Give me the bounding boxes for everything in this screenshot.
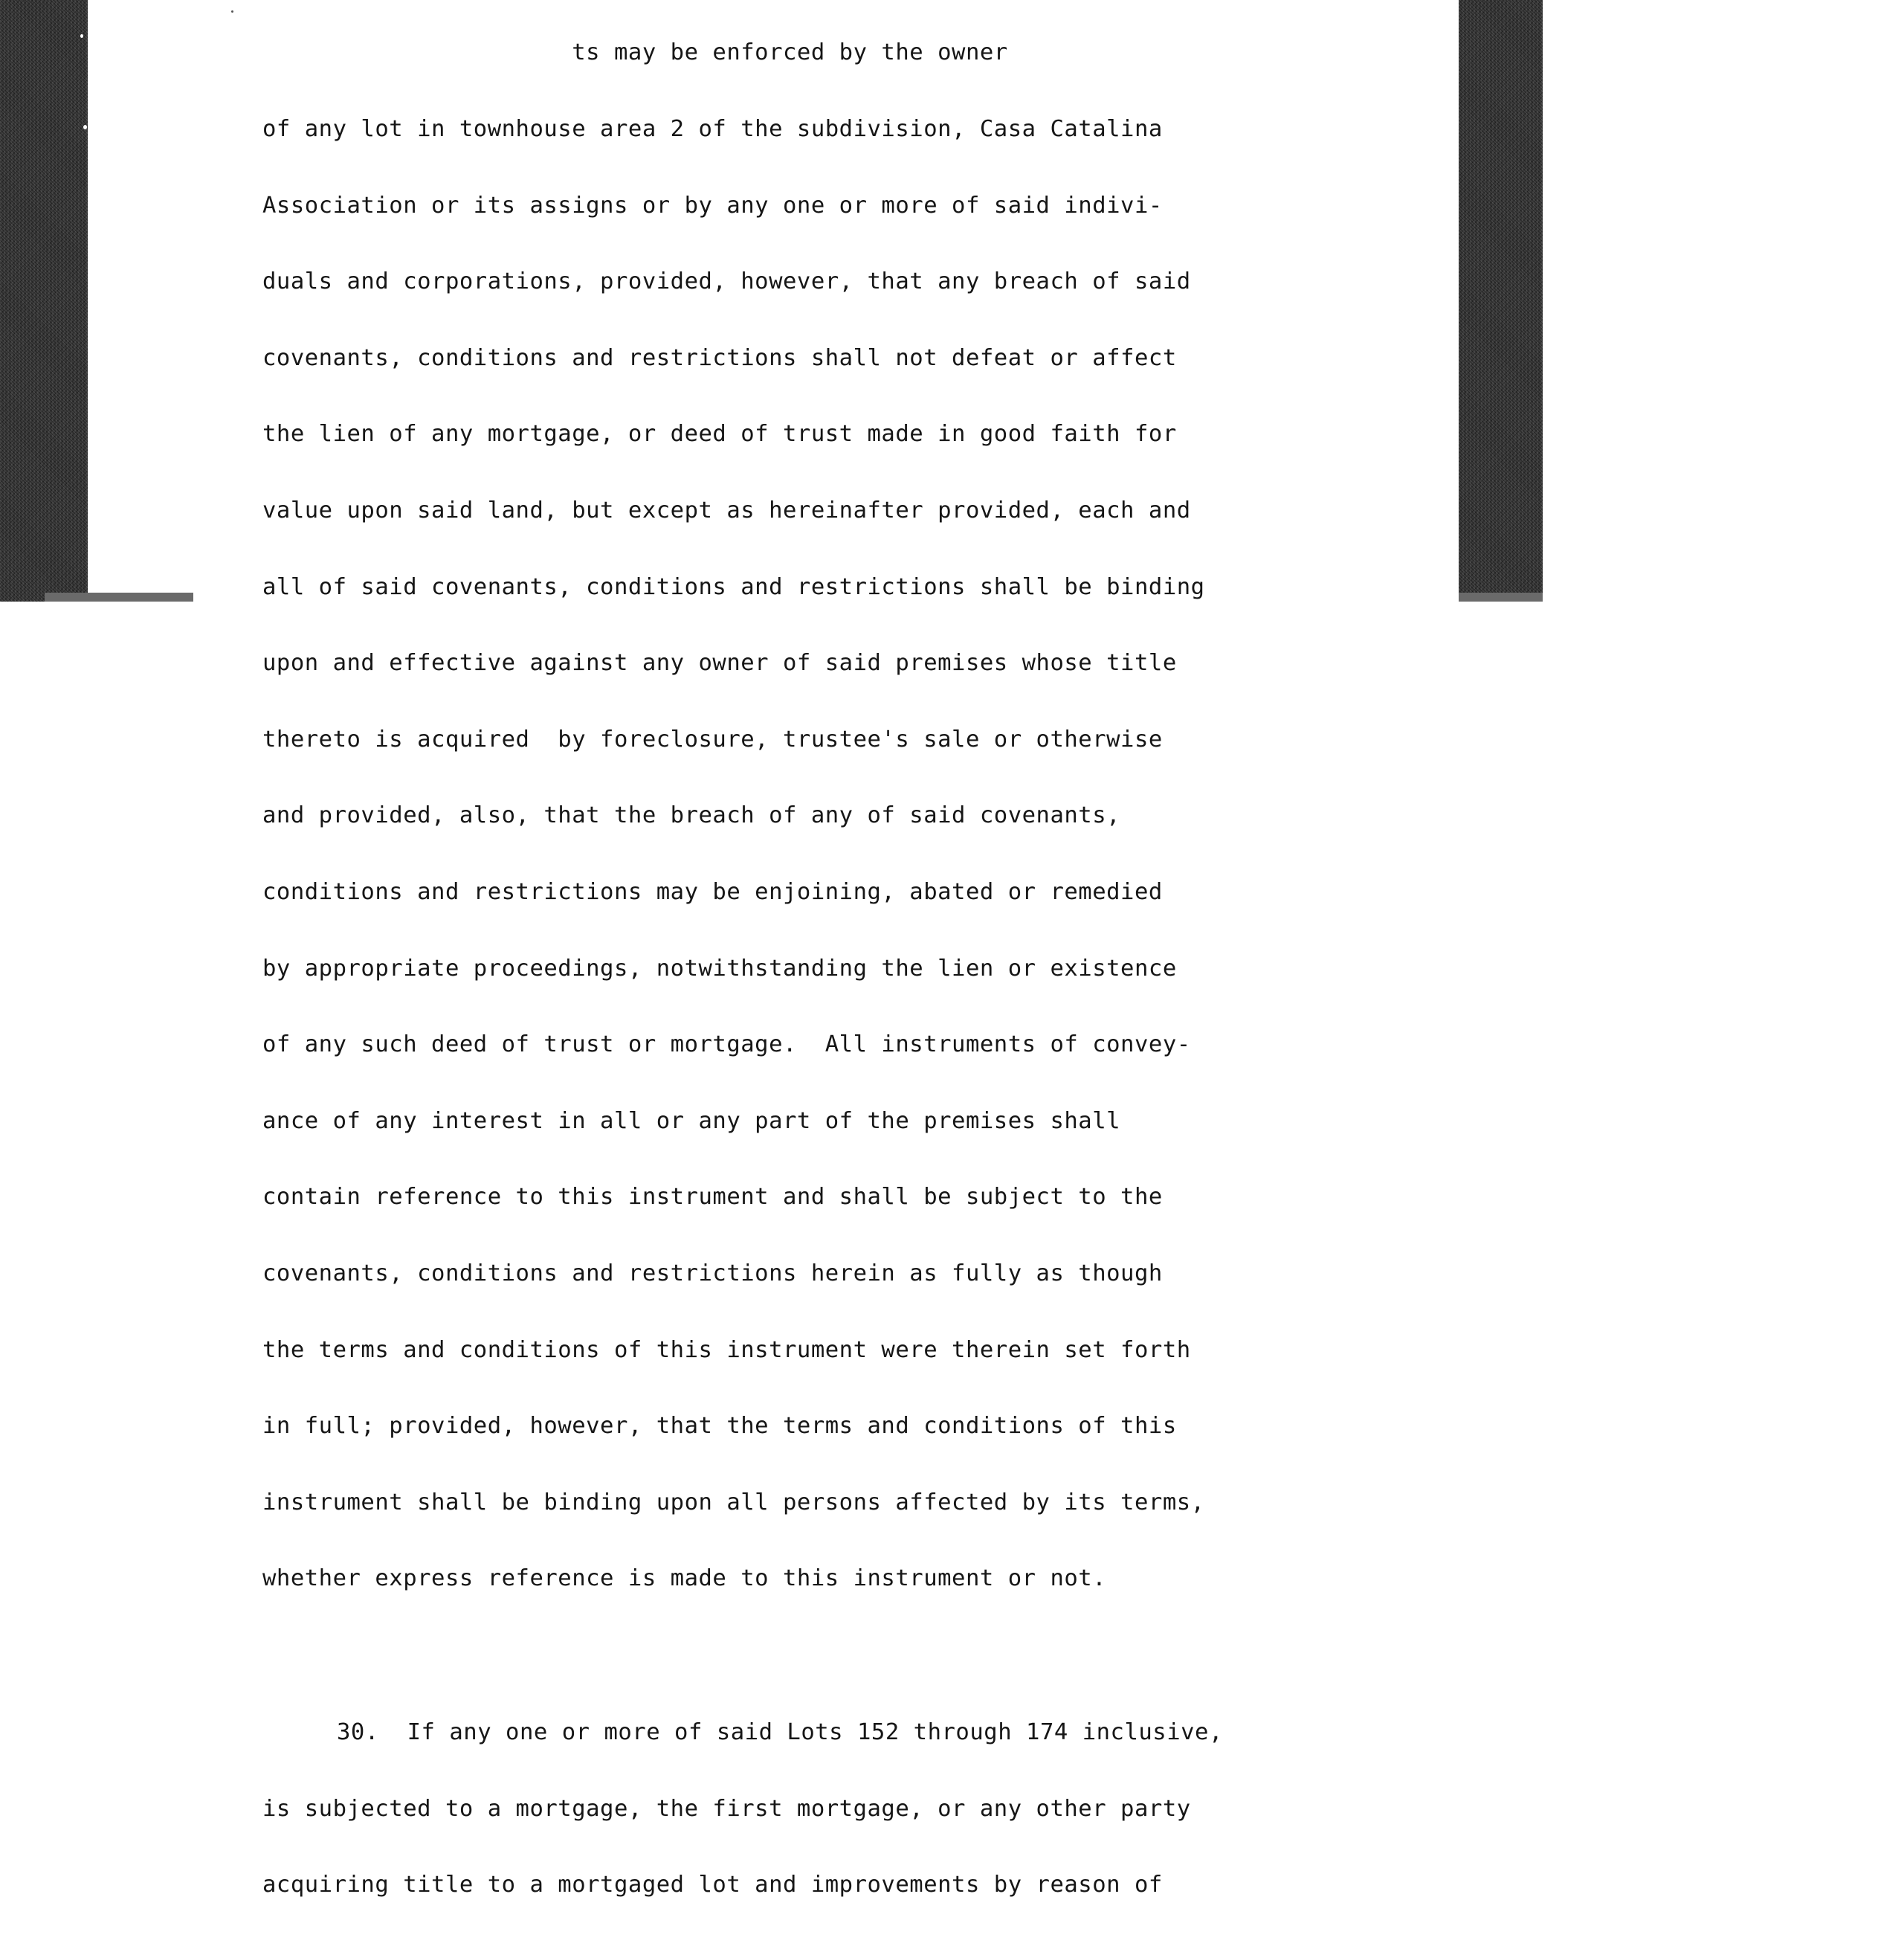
right-scan-border bbox=[1459, 0, 1543, 602]
text-line: acquiring title to a mortgaged lot and improvements by reason of bbox=[262, 1872, 1163, 1898]
text-line: Association or its assigns or by any one or more of said indivi- bbox=[262, 192, 1163, 219]
text-line: ts may be enforced by the owner bbox=[262, 39, 1008, 66]
scan-speck bbox=[83, 125, 87, 129]
bottom-scan-strip-right bbox=[1459, 593, 1543, 602]
text-line: value upon said land, but except as hereinafter provided, each and bbox=[262, 497, 1191, 524]
text-line: the terms and conditions of this instrument were therein set forth bbox=[262, 1336, 1191, 1363]
text-line: duals and corporations, provided, however, that any breach of said bbox=[262, 268, 1191, 295]
document-body bbox=[262, 0, 1452, 1949]
text-line: and provided, also, that the breach of any of said covenants, bbox=[262, 802, 1121, 829]
bottom-scan-strip-left bbox=[45, 593, 193, 602]
paragraph-30-first-line: 30. If any one or more of said Lots 152 through 174 inclusive, bbox=[337, 1719, 1223, 1746]
text-line: of any such deed of trust or mortgage. All instruments of convey- bbox=[262, 1031, 1191, 1058]
text-line: instrument shall be binding upon all persons affected by its terms, bbox=[262, 1489, 1205, 1515]
text-line: covenants, conditions and restrictions herein as fully as though bbox=[262, 1260, 1163, 1286]
scan-speck bbox=[80, 34, 83, 38]
paragraph-gap bbox=[262, 1643, 1452, 1669]
text-line: conditions and restrictions may be enjoining, abated or remedied bbox=[262, 878, 1163, 905]
scan-speck bbox=[231, 10, 233, 13]
text-line: is subjected to a mortgage, the first mortgage, or any other party bbox=[262, 1795, 1191, 1822]
text-line: in full; provided, however, that the terms and conditions of this bbox=[262, 1413, 1177, 1440]
text-line: upon and effective against any owner of said premises whose title bbox=[262, 650, 1177, 677]
text-line: thereto is acquired by foreclosure, trustee's sale or otherwise bbox=[262, 726, 1163, 753]
right-margin bbox=[1543, 0, 1904, 602]
text-line: whether express reference is made to this instrument or not. bbox=[262, 1565, 1107, 1592]
text-line: covenants, conditions and restrictions shall not defeat or affect bbox=[262, 344, 1177, 371]
text-line: by appropriate proceedings, notwithstanding the lien or existence bbox=[262, 955, 1177, 982]
text-line: of any lot in townhouse area 2 of the subdivision, Casa Catalina bbox=[262, 116, 1163, 142]
left-scan-border bbox=[0, 0, 88, 602]
text-line: contain reference to this instrument and shall be subject to the bbox=[262, 1184, 1163, 1211]
text-line: the lien of any mortgage, or deed of trust made in good faith for bbox=[262, 421, 1177, 448]
text-line: all of said covenants, conditions and restrictions shall be binding bbox=[262, 573, 1205, 600]
text-line: ance of any interest in all or any part of the premises shall bbox=[262, 1107, 1121, 1134]
